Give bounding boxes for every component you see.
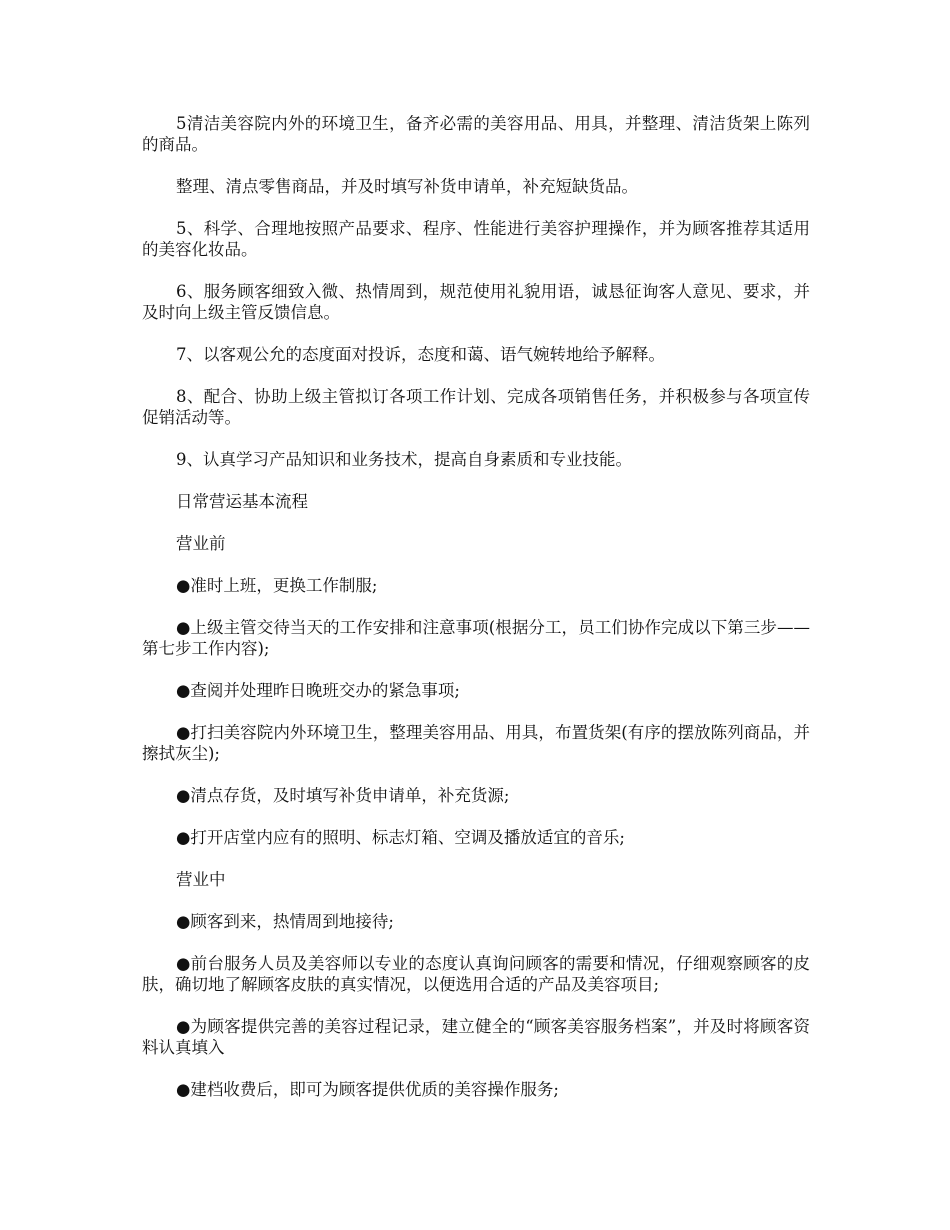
bullet-item: ●上级主管交待当天的工作安排和注意事项(根据分工，员工们协作完成以下第三步——第七步工作内容); — [142, 618, 810, 658]
bullet-item: ●打开店堂内应有的照明、标志灯箱、空调及播放适宜的音乐; — [176, 828, 625, 847]
bullet-item: ●准时上班，更换工作制服; — [176, 576, 378, 595]
paragraph: 7、以客观公允的态度面对投诉，态度和蔼、语气婉转地给予解释。 — [176, 345, 665, 364]
bullet-item: ●清点存货，及时填写补货申请单，补充货源; — [176, 786, 510, 805]
paragraph: 5、科学、合理地按照产品要求、程序、性能进行美容护理操作，并为顾客推荐其适用的美容化妆品。 — [142, 219, 810, 259]
bullet-item: ●为顾客提供完善的美容过程记录，建立健全的“顾客美容服务档案”，并及时将顾客资料认真填入 — [142, 1017, 810, 1057]
bullet-item: ●前台服务人员及美容师以专业的态度认真询问顾客的需要和情况，仔细观察顾客的皮肤，确切地了解顾客皮肤的真实情况，以便选用合适的产品及美容项目; — [142, 954, 810, 994]
bullet-item: ●顾客到来，热情周到地接待; — [176, 912, 394, 931]
subsection-heading: 营业前 — [176, 534, 226, 553]
bullet-item: ●打扫美容院内外环境卫生，整理美容用品、用具，布置货架(有序的摆放陈列商品，并擦拭灰尘); — [142, 723, 810, 763]
paragraph: 5清洁美容院内外的环境卫生，备齐必需的美容用品、用具，并整理、清洁货架上陈列的商品。 — [142, 114, 810, 154]
bullet-item: ●查阅并处理昨日晚班交办的紧急事项; — [176, 681, 460, 700]
paragraph: 6、服务顾客细致入微、热情周到，规范使用礼貌用语，诚恳征询客人意见、要求，并及时向上级主管反馈信息。 — [142, 282, 810, 322]
bullet-item: ●建档收费后，即可为顾客提供优质的美容操作服务; — [176, 1080, 559, 1099]
paragraph: 8、配合、协助上级主管拟订各项工作计划、完成各项销售任务，并积极参与各项宣传促销活动等。 — [142, 387, 810, 427]
subsection-heading: 营业中 — [176, 870, 226, 889]
paragraph: 整理、清点零售商品，并及时填写补货申请单，补充短缺货品。 — [176, 177, 638, 196]
paragraph: 9、认真学习产品知识和业务技术，提高自身素质和专业技能。 — [176, 450, 632, 469]
document-body — [142, 113, 810, 1121]
section-heading: 日常营运基本流程 — [176, 492, 308, 511]
